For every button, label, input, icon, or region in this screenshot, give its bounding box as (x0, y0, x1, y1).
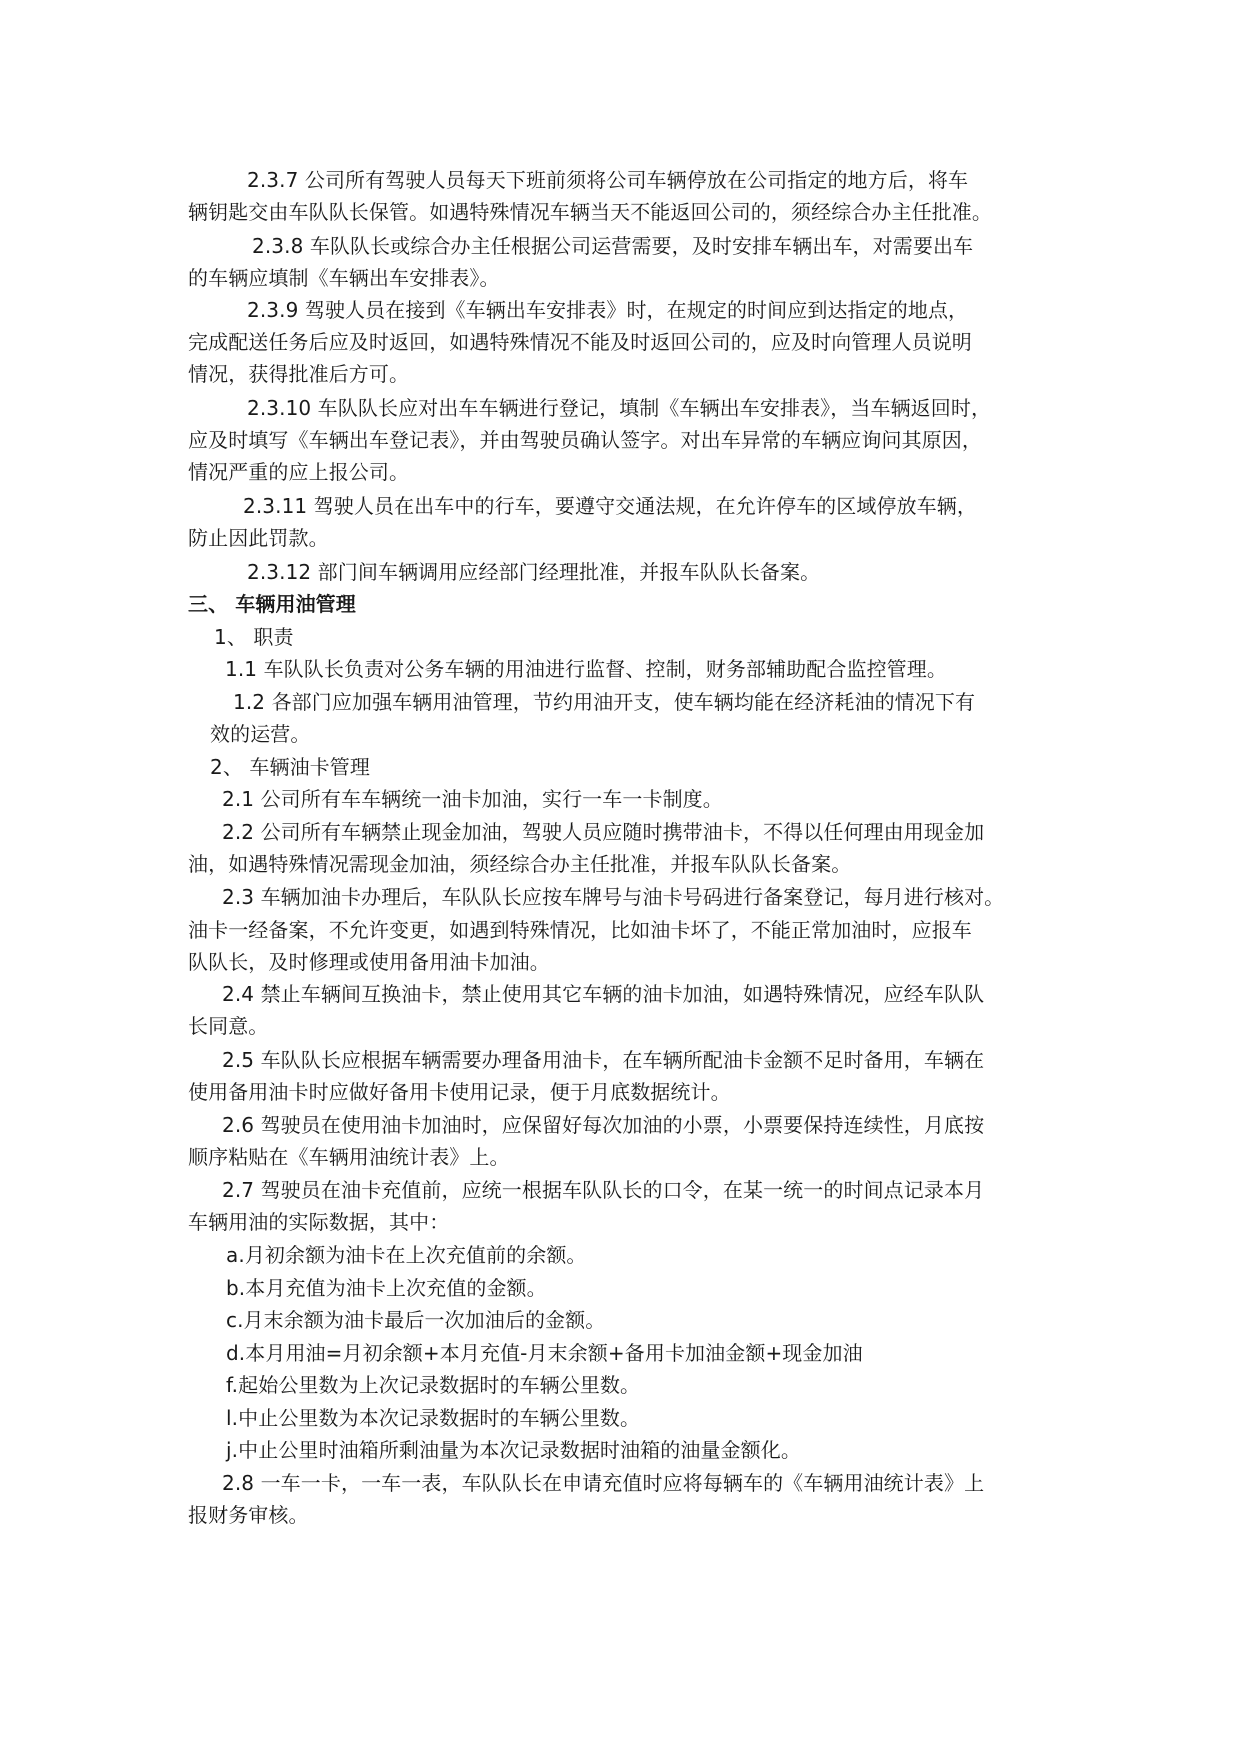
text-line: 2.3.9 驾驶人员在接到《车辆出车安排表》时，在规定的时间应到达指定的地点， (247, 298, 969, 322)
text-line: 情况严重的应上报公司。 (188, 460, 410, 484)
text-line: 辆钥匙交由车队队长保管。如遇特殊情况车辆当天不能返回公司的，须经综合办主任批准。 (188, 200, 992, 224)
text-line: 2.7 驾驶员在油卡充值前，应统一根据车队队长的口令，在某一统一的时间点记录本月 (222, 1178, 985, 1202)
text-line: 1.1 车队队长负责对公务车辆的用油进行监督、控制，财务部辅助配合监控管理。 (225, 657, 947, 681)
text-line: 车辆用油的实际数据，其中： (188, 1210, 450, 1234)
text-line: 2.6 驾驶员在使用油卡加油时，应保留好每次加油的小票，小票要保持连续性，月底按 (222, 1113, 985, 1137)
subsection-heading: 2、 车辆油卡管理 (210, 755, 370, 779)
text-line: 2.2 公司所有车辆禁止现金加油，驾驶人员应随时携带油卡，不得以任何理由用现金加 (222, 820, 985, 844)
text-line: 的车辆应填制《车辆出车安排表》。 (188, 266, 500, 290)
text-line: 2.1 公司所有车车辆统一油卡加油，实行一车一卡制度。 (222, 787, 723, 811)
list-item: l.中止公里数为本次记录数据时的车辆公里数。 (226, 1406, 641, 1430)
list-item: d.本月用油=月初余额+本月充值-月末余额+备用卡加油金额+现金加油 (226, 1341, 863, 1365)
subsection-heading: 1、 职责 (214, 625, 294, 649)
text-line: 完成配送任务后应及时返回，如遇特殊情况不能及时返回公司的，应及时向管理人员说明 (188, 330, 972, 354)
text-line: 应及时填写《车辆出车登记表》，并由驾驶员确认签字。对出车异常的车辆应询问其原因， (188, 428, 982, 452)
text-line: 2.3.11 驾驶人员在出车中的行车，要遵守交通法规，在允许停车的区域停放车辆， (243, 494, 977, 518)
text-line: 2.5 车队队长应根据车辆需要办理备用油卡，在车辆所配油卡金额不足时备用，车辆在 (222, 1048, 985, 1072)
text-line: 2.3.10 车队队长应对出车车辆进行登记，填制《车辆出车安排表》，当车辆返回时， (247, 396, 992, 420)
text-line: 2.3.8 车队队长或综合办主任根据公司运营需要，及时安排车辆出车，对需要出车 (252, 234, 974, 258)
text-line: 2.3 车辆加油卡办理后，车队队长应按车牌号与油卡号码进行备案登记，每月进行核对。 (222, 885, 1005, 909)
text-line: 顺序粘贴在《车辆用油统计表》上。 (188, 1145, 510, 1169)
text-line: 报财务审核。 (188, 1503, 309, 1527)
text-line: 油卡一经备案，不允许变更，如遇到特殊情况，比如油卡坏了，不能正常加油时，应报车 (188, 918, 972, 942)
list-item: a.月初余额为油卡在上次充值前的余额。 (226, 1243, 587, 1267)
text-line: 使用备用油卡时应做好备用卡使用记录，便于月底数据统计。 (188, 1080, 731, 1104)
list-item: c.月末余额为油卡最后一次加油后的金额。 (226, 1308, 606, 1332)
text-line: 情况，获得批准后方可。 (188, 362, 410, 386)
text-line: 2.3.7 公司所有驾驶人员每天下班前须将公司车辆停放在公司指定的地方后，将车 (247, 168, 969, 192)
section-heading: 三、 车辆用油管理 (188, 592, 356, 616)
text-line: 油，如遇特殊情况需现金加油，须经综合办主任批准，并报车队队长备案。 (188, 852, 852, 876)
text-line: 队队长，及时修理或使用备用油卡加油。 (188, 950, 550, 974)
text-line: 长同意。 (188, 1014, 269, 1038)
text-line: 2.3.12 部门间车辆调用应经部门经理批准，并报车队队长备案。 (247, 560, 821, 584)
text-line: 防止因此罚款。 (188, 526, 329, 550)
list-item: f.起始公里数为上次记录数据时的车辆公里数。 (226, 1373, 641, 1397)
list-item: b.本月充值为油卡上次充值的金额。 (226, 1276, 547, 1300)
list-item: j.中止公里时油箱所剩油量为本次记录数据时油箱的油量金额化。 (226, 1438, 801, 1462)
text-line: 1.2 各部门应加强车辆用油管理，节约用油开支，使车辆均能在经济耗油的情况下有 (233, 690, 976, 714)
text-line: 效的运营。 (210, 722, 311, 746)
text-line: 2.8 一车一卡，一车一表，车队队长在申请充值时应将每辆车的《车辆用油统计表》上 (222, 1471, 985, 1495)
text-line: 2.4 禁止车辆间互换油卡，禁止使用其它车辆的油卡加油，如遇特殊情况，应经车队队 (222, 982, 985, 1006)
